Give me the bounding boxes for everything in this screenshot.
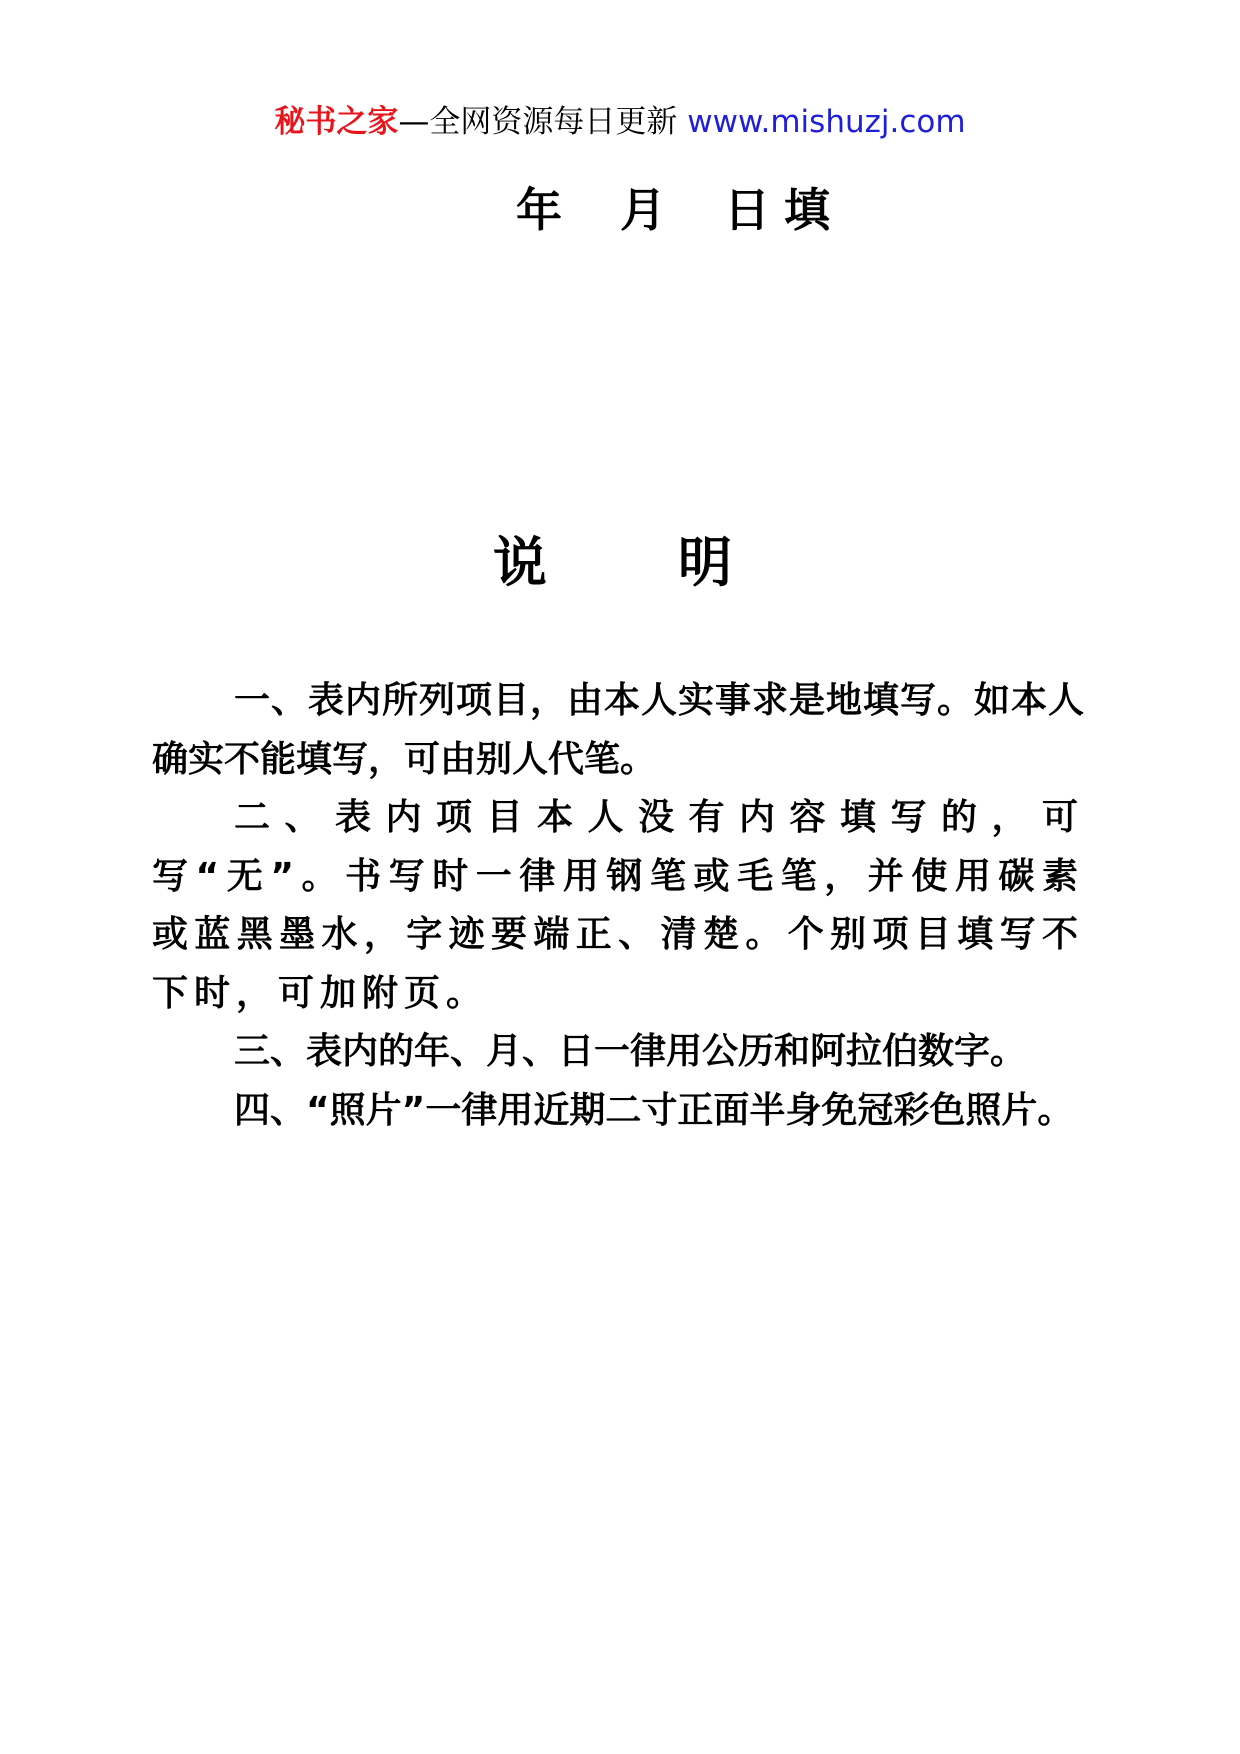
slogan: —全网资源每日更新 [398, 104, 678, 140]
title-char-2: 明 [678, 531, 732, 594]
brand-name: 秘书之家 [274, 104, 399, 140]
year-label: 年 [516, 183, 562, 237]
instructions-body [152, 672, 1084, 1140]
fill-label: 填 [784, 183, 830, 237]
instruction-item-1: 一、表内所列项目，由本人实事求是地填写。如本人确实不能填写，可由别人代笔。 [152, 680, 1084, 780]
instruction-item-4: 四、“照片”一律用近期二寸正面半身免冠彩色照片。 [234, 1089, 1074, 1131]
website-link[interactable]: www.mishuzj.com [687, 104, 966, 140]
month-label: 月 [620, 183, 666, 237]
instruction-item-2: 二、表内项目本人没有内容填写的，可写“无”。书写时一律用钢笔或毛笔，并使用碳素或蓝黑墨水，字迹要端正、清楚。个别项目填写不下时，可加附页。 [152, 797, 1084, 1014]
instruction-item-3: 三、表内的年、月、日一律用公历和阿拉伯数字。 [234, 1031, 1027, 1072]
watermark-header [0, 100, 1240, 144]
day-label: 日 [724, 183, 770, 237]
title-char-1: 说 [493, 531, 547, 594]
